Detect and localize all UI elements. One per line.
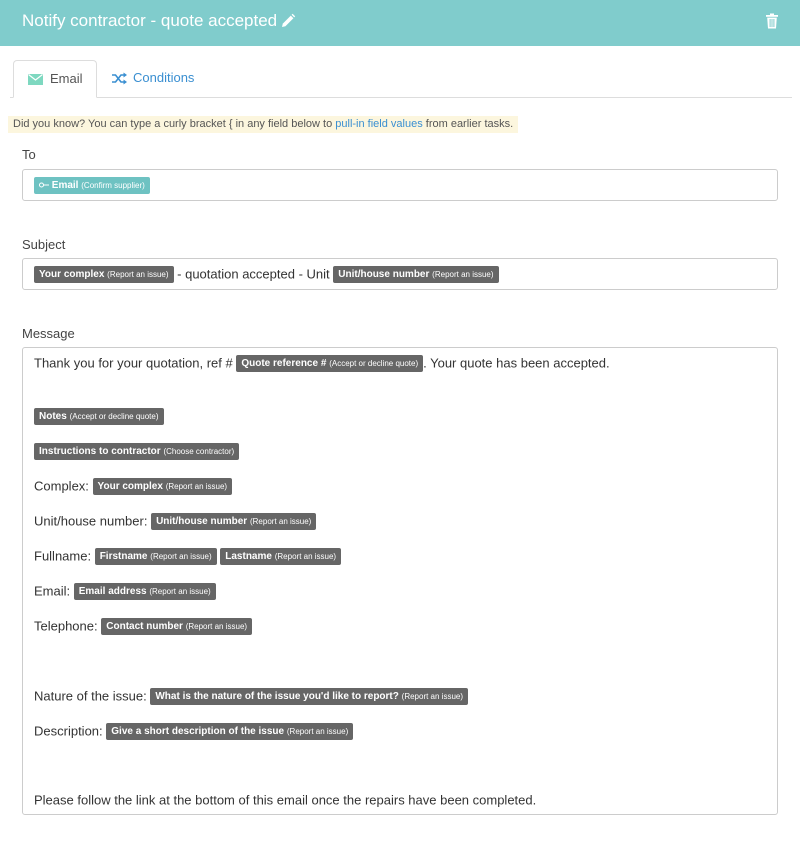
link-icon (39, 182, 49, 188)
tip-text: Did you know? You can type a curly bracket { in any field below to (13, 118, 333, 130)
subject-label: Subject (22, 237, 66, 252)
message-text: Please follow the link at the bottom of this email once the repairs have been completed. (34, 792, 537, 808)
message-text: Description: (34, 723, 103, 739)
field-chip[interactable]: Your complex (Report an issue) (34, 266, 174, 283)
field-chip[interactable]: Lastname (Report an issue) (220, 548, 341, 565)
message-text: Unit/house number: (34, 513, 148, 529)
envelope-icon (28, 74, 43, 85)
message-field[interactable] (22, 347, 778, 815)
message-text: Fullname: (34, 548, 92, 564)
tip-banner (8, 116, 518, 133)
field-chip[interactable]: Email (Confirm supplier) (34, 177, 150, 194)
trash-icon[interactable] (765, 13, 779, 29)
subject-text: - quotation accepted - Unit (177, 266, 330, 282)
message-text: Complex: (34, 478, 89, 494)
message-text: Email: (34, 583, 71, 599)
message-text: . Your quote has been accepted. (423, 355, 610, 371)
field-chip[interactable]: Instructions to contractor (Choose contractor) (34, 443, 239, 460)
tab-email[interactable] (13, 60, 97, 98)
to-label: To (22, 147, 36, 162)
shuffle-icon (112, 72, 127, 85)
field-chip[interactable]: What is the nature of the issue you'd like to report? (Report an issue) (150, 688, 468, 705)
subject-field[interactable] (22, 258, 778, 290)
message-label: Message (22, 326, 75, 341)
to-field[interactable] (22, 169, 778, 201)
message-text: Telephone: (34, 618, 98, 634)
task-title[interactable]: Notify contractor - quote accepted (22, 11, 278, 30)
tip-text-end: from earlier tasks. (425, 118, 514, 130)
pull-in-field-values-link[interactable]: pull-in field values (335, 118, 423, 130)
tab-conditions-label: Conditions (133, 70, 195, 85)
field-chip[interactable]: Unit/house number (Report an issue) (333, 266, 498, 283)
tab-conditions[interactable] (110, 60, 194, 98)
field-chip[interactable]: Firstname (Report an issue) (95, 548, 217, 565)
field-chip[interactable]: Contact number (Report an issue) (101, 618, 252, 635)
tab-bar (10, 60, 792, 98)
field-chip[interactable]: Notes (Accept or decline quote) (34, 408, 164, 425)
message-text: Thank you for your quotation, ref # (34, 355, 233, 371)
message-text: Nature of the issue: (34, 688, 147, 704)
tab-email-label: Email (50, 71, 83, 86)
pencil-icon[interactable] (280, 13, 296, 29)
field-chip[interactable]: Give a short description of the issue (Report an issue) (106, 723, 353, 740)
field-chip[interactable]: Quote reference # (Accept or decline quote) (236, 355, 423, 372)
field-chip[interactable]: Your complex (Report an issue) (93, 478, 233, 495)
field-chip[interactable]: Unit/house number (Report an issue) (151, 513, 316, 530)
field-chip[interactable]: Email address (Report an issue) (74, 583, 216, 600)
task-header (0, 0, 800, 46)
